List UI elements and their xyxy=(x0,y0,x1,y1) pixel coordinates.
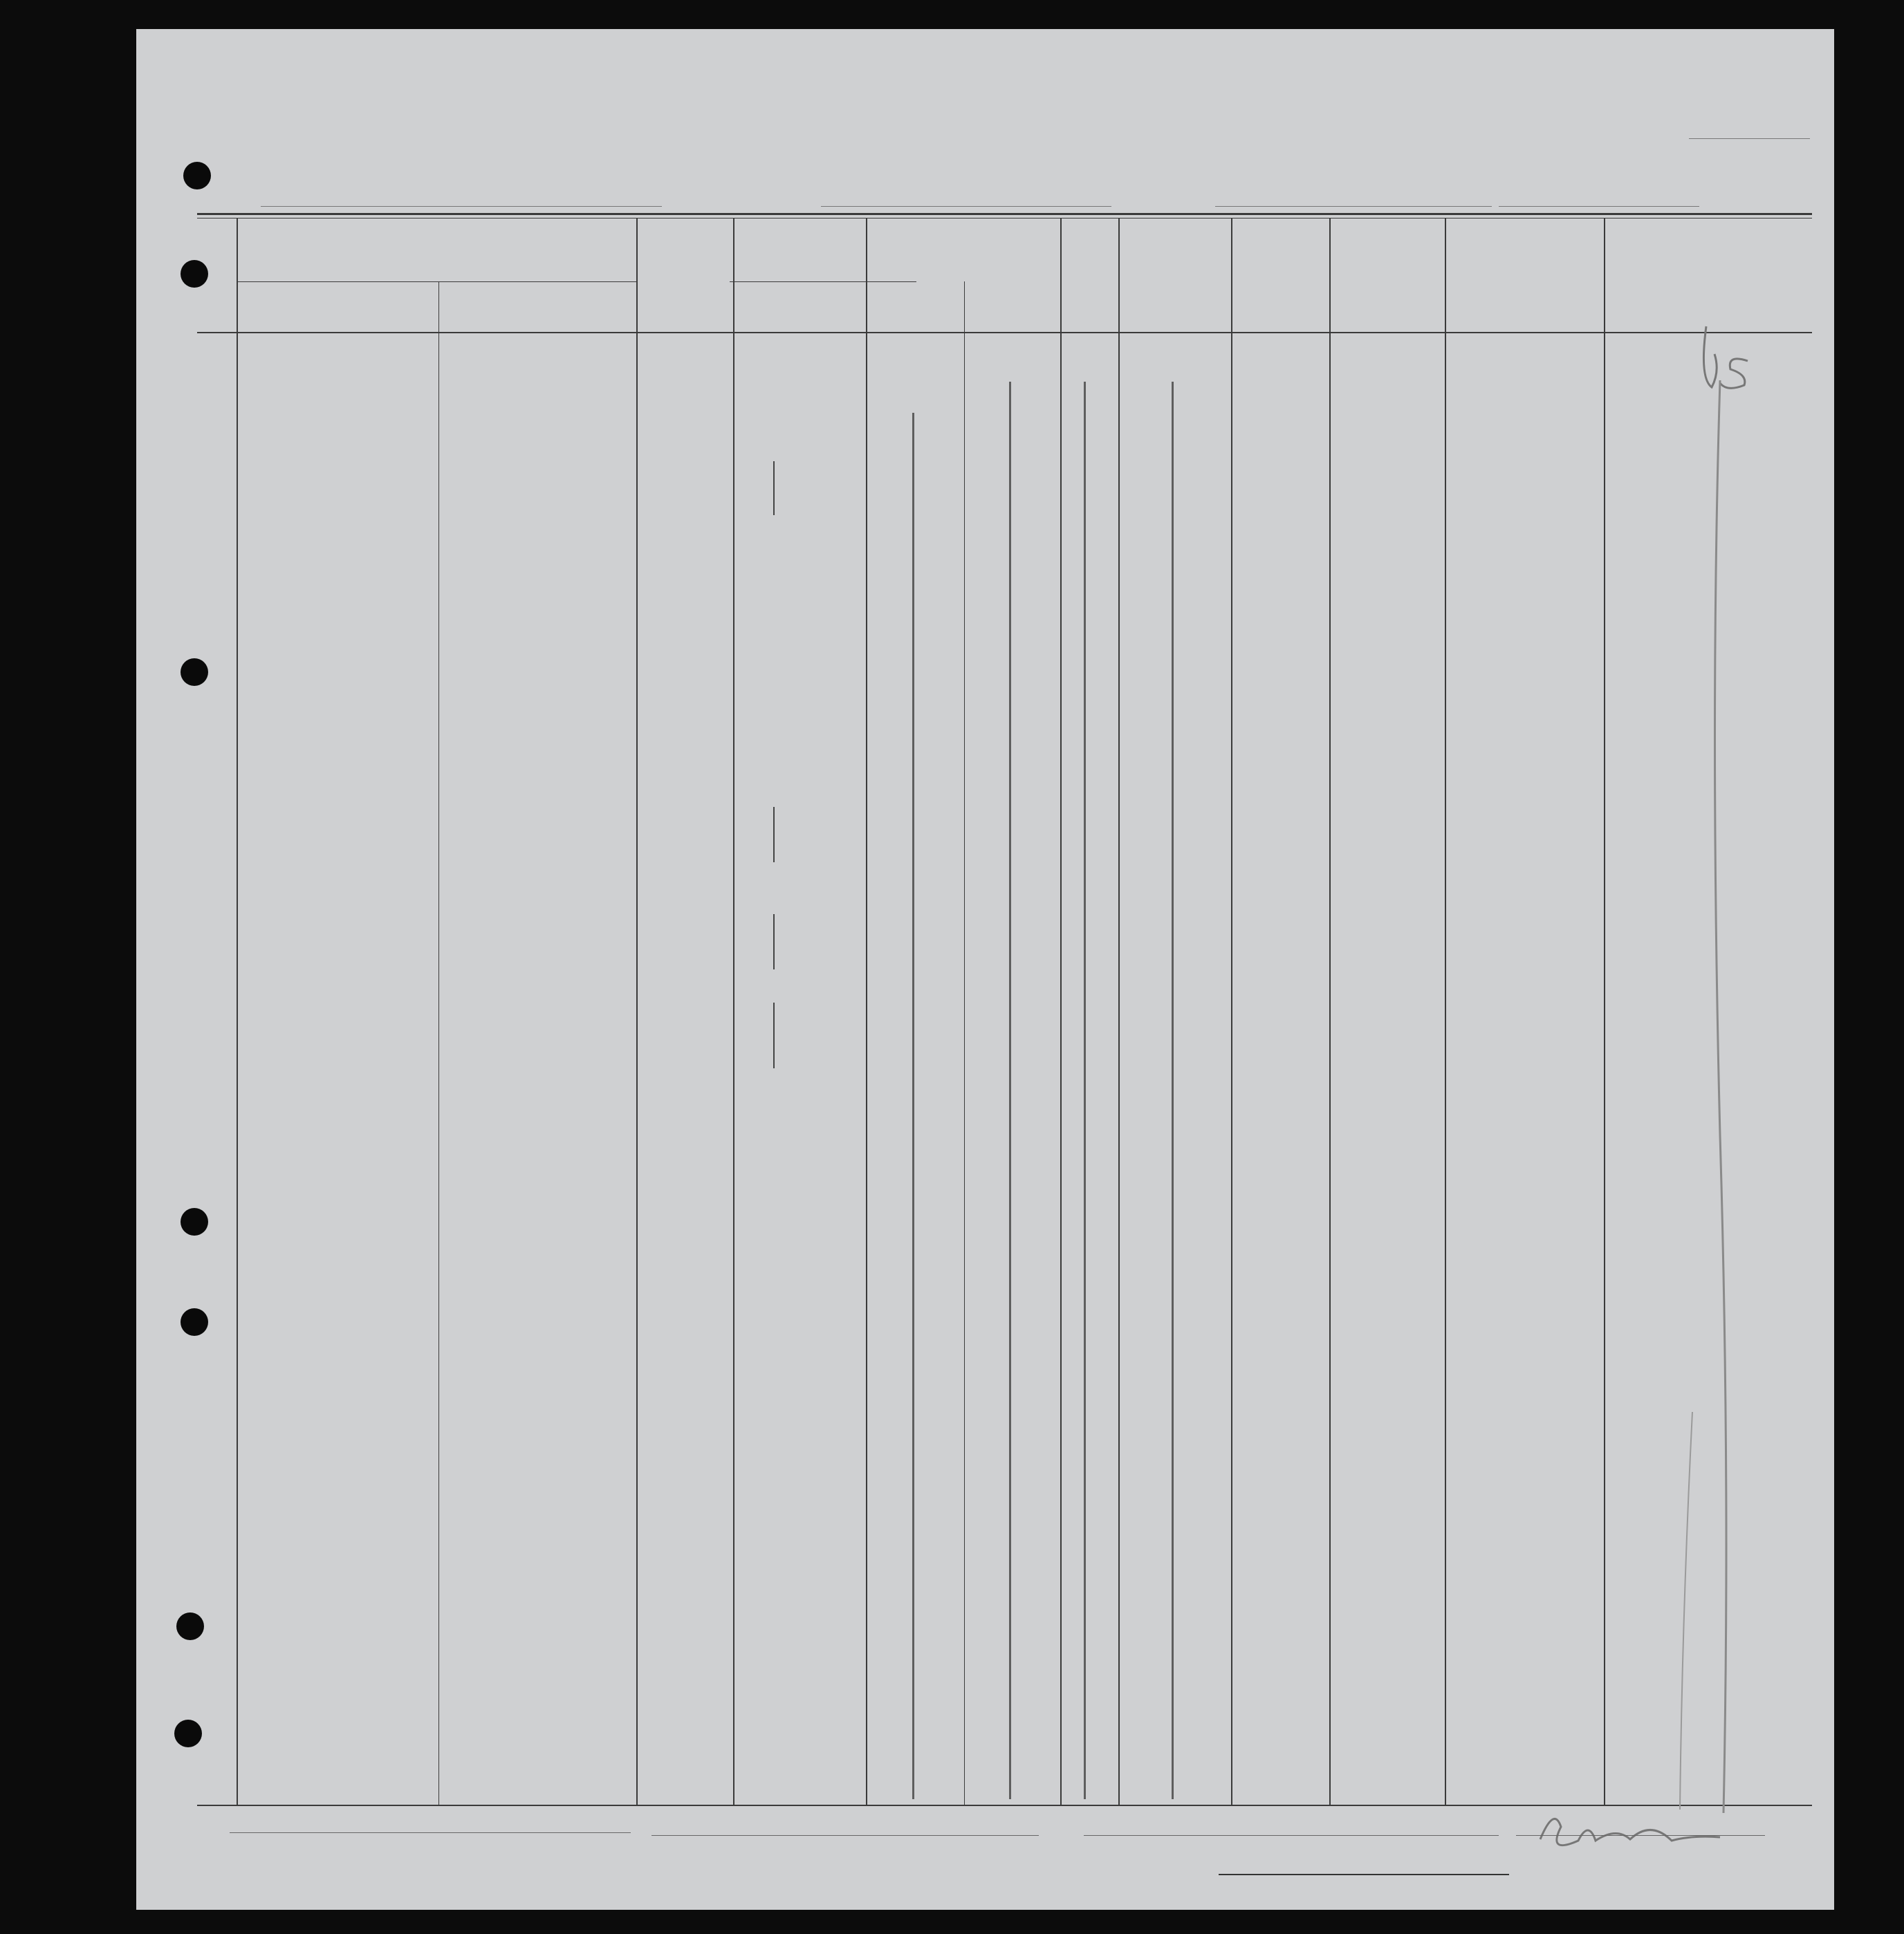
pencil-marks xyxy=(136,29,1834,1910)
manifest-sheet xyxy=(136,29,1834,1910)
